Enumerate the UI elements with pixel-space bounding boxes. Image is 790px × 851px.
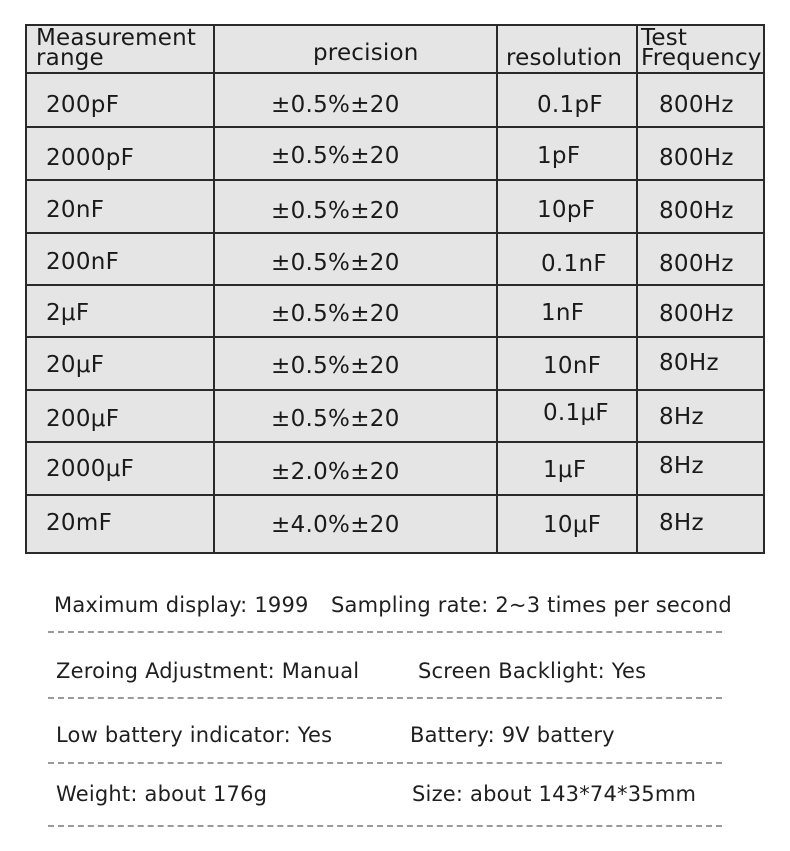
cell-precision: ±0.5%±20 xyxy=(271,301,400,327)
cell-range: 200nF xyxy=(46,249,120,275)
header-freq-line1: Test xyxy=(641,25,688,51)
cell-frequency: 8Hz xyxy=(659,510,704,536)
column-divider xyxy=(496,26,498,552)
cell-precision: ±0.5%±20 xyxy=(271,406,400,432)
cell-frequency: 800Hz xyxy=(659,251,734,277)
cell-resolution: 0.1μF xyxy=(543,400,609,426)
cell-frequency: 80Hz xyxy=(659,350,719,376)
cell-resolution: 1μF xyxy=(543,457,587,483)
cell-resolution: 10nF xyxy=(543,353,602,379)
header-range-line1: Measurement xyxy=(36,25,197,51)
cell-range: 20μF xyxy=(46,352,105,378)
header-resolution: resolution xyxy=(506,45,623,71)
row-divider xyxy=(27,284,763,286)
cell-precision: ±0.5%±20 xyxy=(271,143,400,169)
spec-weight: Weight: about 176g xyxy=(56,782,268,806)
cell-frequency: 800Hz xyxy=(659,198,734,224)
cell-range: 20mF xyxy=(46,510,113,536)
header-test-frequency xyxy=(641,25,762,71)
cell-frequency: 800Hz xyxy=(659,92,734,118)
row-divider xyxy=(27,389,763,391)
spec-battery: Battery: 9V battery xyxy=(410,723,615,747)
header-freq-line2: Frequency xyxy=(641,45,762,71)
cell-resolution: 0.1pF xyxy=(537,92,603,118)
cell-resolution: 10pF xyxy=(537,197,596,223)
cell-resolution: 1pF xyxy=(537,143,581,169)
header-divider xyxy=(27,72,763,74)
cell-resolution: 10μF xyxy=(543,512,602,538)
row-divider xyxy=(27,441,763,443)
cell-frequency: 800Hz xyxy=(659,301,734,327)
cell-precision: ±0.5%±20 xyxy=(271,198,400,224)
cell-frequency: 8Hz xyxy=(659,453,704,479)
spec-backlight: Screen Backlight: Yes xyxy=(418,659,647,683)
cell-range: 200μF xyxy=(46,406,120,432)
spec-size: Size: about 143*74*35mm xyxy=(412,782,697,806)
column-divider xyxy=(213,26,215,552)
header-precision: precision xyxy=(313,40,419,66)
header-range-line2: range xyxy=(36,45,104,71)
row-divider xyxy=(27,336,763,338)
cell-frequency: 8Hz xyxy=(659,404,704,430)
cell-resolution: 0.1nF xyxy=(541,251,607,277)
row-divider xyxy=(27,232,763,234)
spec-zeroing: Zeroing Adjustment: Manual xyxy=(56,659,360,683)
cell-range: 200pF xyxy=(46,92,120,118)
row-divider xyxy=(27,126,763,128)
cell-precision: ±2.0%±20 xyxy=(271,459,400,485)
cell-precision: ±0.5%±20 xyxy=(271,353,400,379)
row-divider xyxy=(27,179,763,181)
spec-sampling-rate: Sampling rate: 2~3 times per second xyxy=(331,593,732,617)
spec-table xyxy=(25,24,765,554)
cell-resolution: 1nF xyxy=(541,300,585,326)
divider xyxy=(48,631,722,633)
cell-frequency: 800Hz xyxy=(659,145,734,171)
divider xyxy=(48,825,722,827)
cell-range: 2000pF xyxy=(46,145,135,171)
cell-precision: ±0.5%±20 xyxy=(271,250,400,276)
divider xyxy=(48,762,722,764)
spec-max-display: Maximum display: 1999 xyxy=(54,593,309,617)
cell-precision: ±0.5%±20 xyxy=(271,92,400,118)
column-divider xyxy=(636,26,638,552)
cell-range: 2μF xyxy=(46,300,90,326)
header-measurement-range xyxy=(36,25,197,71)
divider xyxy=(48,697,722,699)
row-divider xyxy=(27,494,763,496)
spec-low-battery: Low battery indicator: Yes xyxy=(56,723,333,747)
cell-precision: ±4.0%±20 xyxy=(271,512,400,538)
cell-range: 2000μF xyxy=(46,456,135,482)
cell-range: 20nF xyxy=(46,197,105,223)
